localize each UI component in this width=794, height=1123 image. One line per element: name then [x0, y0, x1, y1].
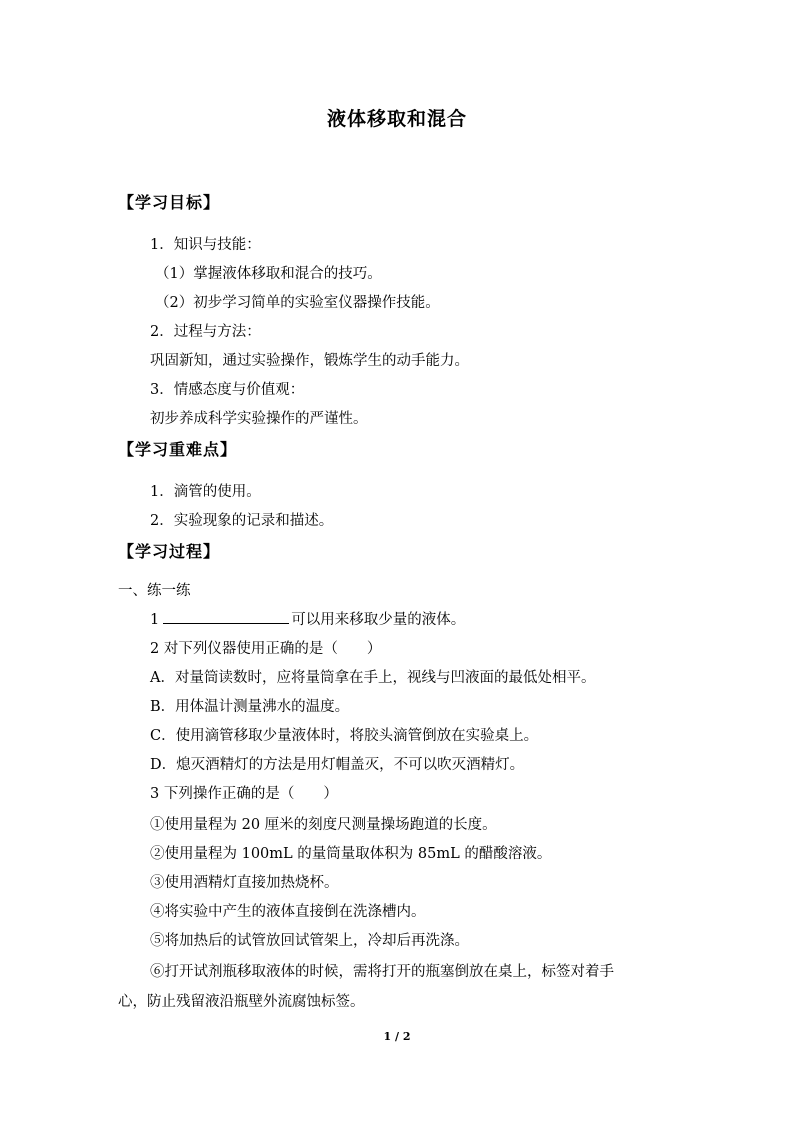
goal-line: 初步养成科学实验操作的严谨性。 [150, 411, 368, 427]
question-3: 3 下列操作正确的是（ ） [150, 786, 338, 802]
page-number: 1 / 2 [383, 1030, 411, 1043]
question-3-item: ⑥打开试剂瓶移取液体的时候，需将打开的瓶塞倒放在桌上，标签对着手 [150, 964, 614, 980]
goal-line: （1）掌握液体移取和混合的技巧。 [155, 266, 382, 282]
goal-line: 1．知识与技能： [150, 237, 261, 253]
question-1-text: 可以用来移取少量的液体。 [291, 612, 466, 628]
question-3-item: ④将实验中产生的液体直接倒在洗涤槽内。 [150, 904, 426, 920]
goal-line: 巩固新知，通过实验操作，锻炼学生的动手能力。 [150, 353, 469, 369]
question-3-item: ③使用酒精灯直接加热烧杯。 [150, 875, 339, 891]
question-3-item: ⑤将加热后的试管放回试管架上，冷却后再洗涤。 [150, 933, 469, 949]
question-2-option: A．对量筒读数时，应将量筒拿在手上，视线与凹液面的最低处相平。 [150, 670, 596, 686]
question-1 [150, 608, 465, 629]
question-3-item-continued: 心，防止残留液沿瓶壁外流腐蚀标签。 [118, 994, 365, 1010]
question-2-option: D．熄灭酒精灯的方法是用灯帽盖灭，不可以吹灭酒精灯。 [150, 757, 525, 773]
goal-line: （2）初步学习简单的实验室仪器操作技能。 [155, 295, 440, 311]
section-heading-process: 【学习过程】 [118, 542, 221, 561]
question-2-option: B．用体温计测量沸水的温度。 [150, 699, 350, 715]
exercise-subheading: 一、练一练 [118, 583, 191, 599]
goal-line: 3．情感态度与价值观： [150, 382, 305, 398]
goal-line: 2．过程与方法： [150, 324, 261, 340]
document-title: 液体移取和混合 [326, 108, 467, 130]
section-heading-goals: 【学习目标】 [118, 193, 221, 212]
question-3-item: ②使用量程为 100mL 的量筒量取体积为 85mL 的醋酸溶液。 [150, 846, 552, 862]
fill-in-blank[interactable] [163, 609, 289, 624]
question-1-number: 1 [150, 612, 160, 628]
question-3-item: ①使用量程为 20 厘米的刻度尺测量操场跑道的长度。 [150, 817, 497, 833]
question-2: 2 对下列仪器使用正确的是（ ） [150, 641, 382, 657]
key-point-line: 2．实验现象的记录和描述。 [150, 513, 334, 529]
key-point-line: 1．滴管的使用。 [150, 484, 261, 500]
question-2-option: C．使用滴管移取少量液体时，将胶头滴管倒放在实验桌上。 [150, 728, 539, 744]
section-heading-key-points: 【学习重难点】 [118, 440, 238, 459]
